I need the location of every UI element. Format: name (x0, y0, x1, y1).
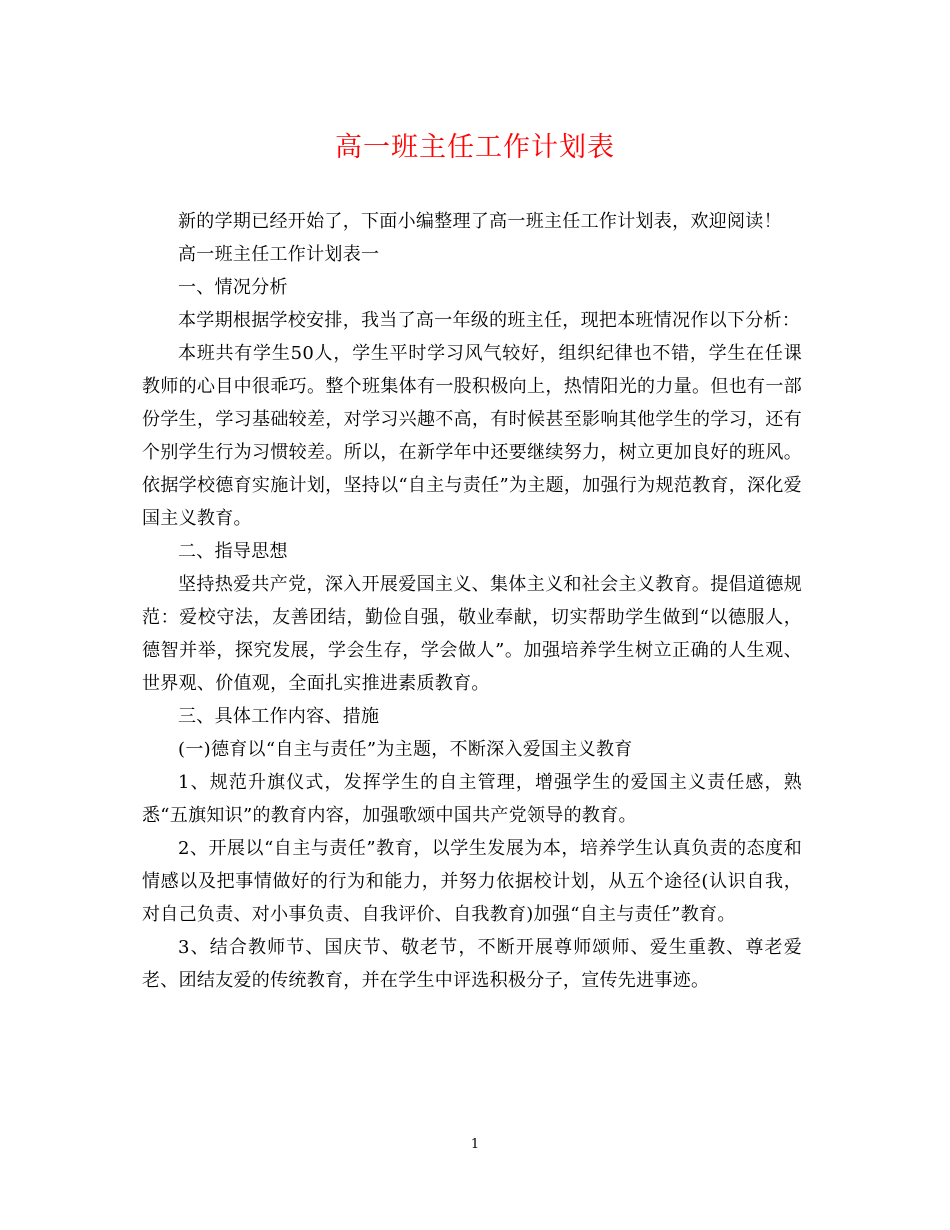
list-item-flag-ceremony: 1、规范升旗仪式，发挥学生的自主管理，增强学生的爱国主义责任感，熟悉“五旗知识”的教育内容，加强歌颂中国共产党领导的教育。 (142, 772, 802, 826)
section-heading-situation: 一、情况分析 (178, 277, 288, 298)
section-heading-work-content: 三、具体工作内容、措施 (178, 706, 380, 727)
paragraph-intro: 新的学期已经开始了，下面小编整理了高一班主任工作计划表，欢迎阅读！ (178, 211, 782, 232)
document-body (142, 205, 802, 997)
paragraph-guiding-ideology: 坚持热爱共产党，深入开展爱国主义、集体主义和社会主义教育。提倡道德规范：爱校守法，友善团结，勤俭自强，敬业奉献，切实帮助学生做到“以德服人，德智并举，探究发展，学会生存，学会做人”。加强培养学生树立正确的人生观、世界观、价值观，全面扎实推进素质教育。 (142, 574, 802, 694)
document-title: 高一班主任工作计划表 (335, 132, 615, 163)
list-item-autonomy-responsibility: 2、开展以“自主与责任”教育，以学生发展为本，培养学生认真负责的态度和情感以及把事情做好的行为和能力，并努力依据校计划，从五个途径(认识自我，对自己负责、对小事负责、自我评价、自我教育)加强“自主与责任”教育。 (142, 838, 802, 925)
paragraph-plan-heading: 高一班主任工作计划表一 (178, 244, 380, 265)
paragraph-situation-intro: 本学期根据学校安排，我当了高一年级的班主任，现把本班情况作以下分析： (178, 310, 801, 331)
page-number: 1 (470, 1137, 480, 1152)
subsection-heading-moral-education: (一)德育以“自主与责任”为主题，不断深入爱国主义教育 (178, 739, 633, 760)
list-item-festival-education: 3、结合教师节、国庆节、敬老节，不断开展尊师颂师、爱生重教、尊老爱老、团结友爱的传统教育，并在学生中评选积极分子，宣传先进事迹。 (142, 937, 802, 991)
section-heading-guiding-ideology: 二、指导思想 (178, 541, 288, 562)
paragraph-class-description: 本班共有学生50人，学生平时学习风气较好，组织纪律也不错，学生在任课教师的心目中很乖巧。整个班集体有一股积极向上，热情阳光的力量。但也有一部份学生，学习基础较差，对学习兴趣不高，有时候甚至影响其他学生的学习，还有个别学生行为习惯较差。所以，在新学年中还要继续努力，树立更加良好的班风。依据学校德育实施计划，坚持以“自主与责任”为主题，加强行为规范教育，深化爱国主义教育。 (142, 343, 802, 529)
